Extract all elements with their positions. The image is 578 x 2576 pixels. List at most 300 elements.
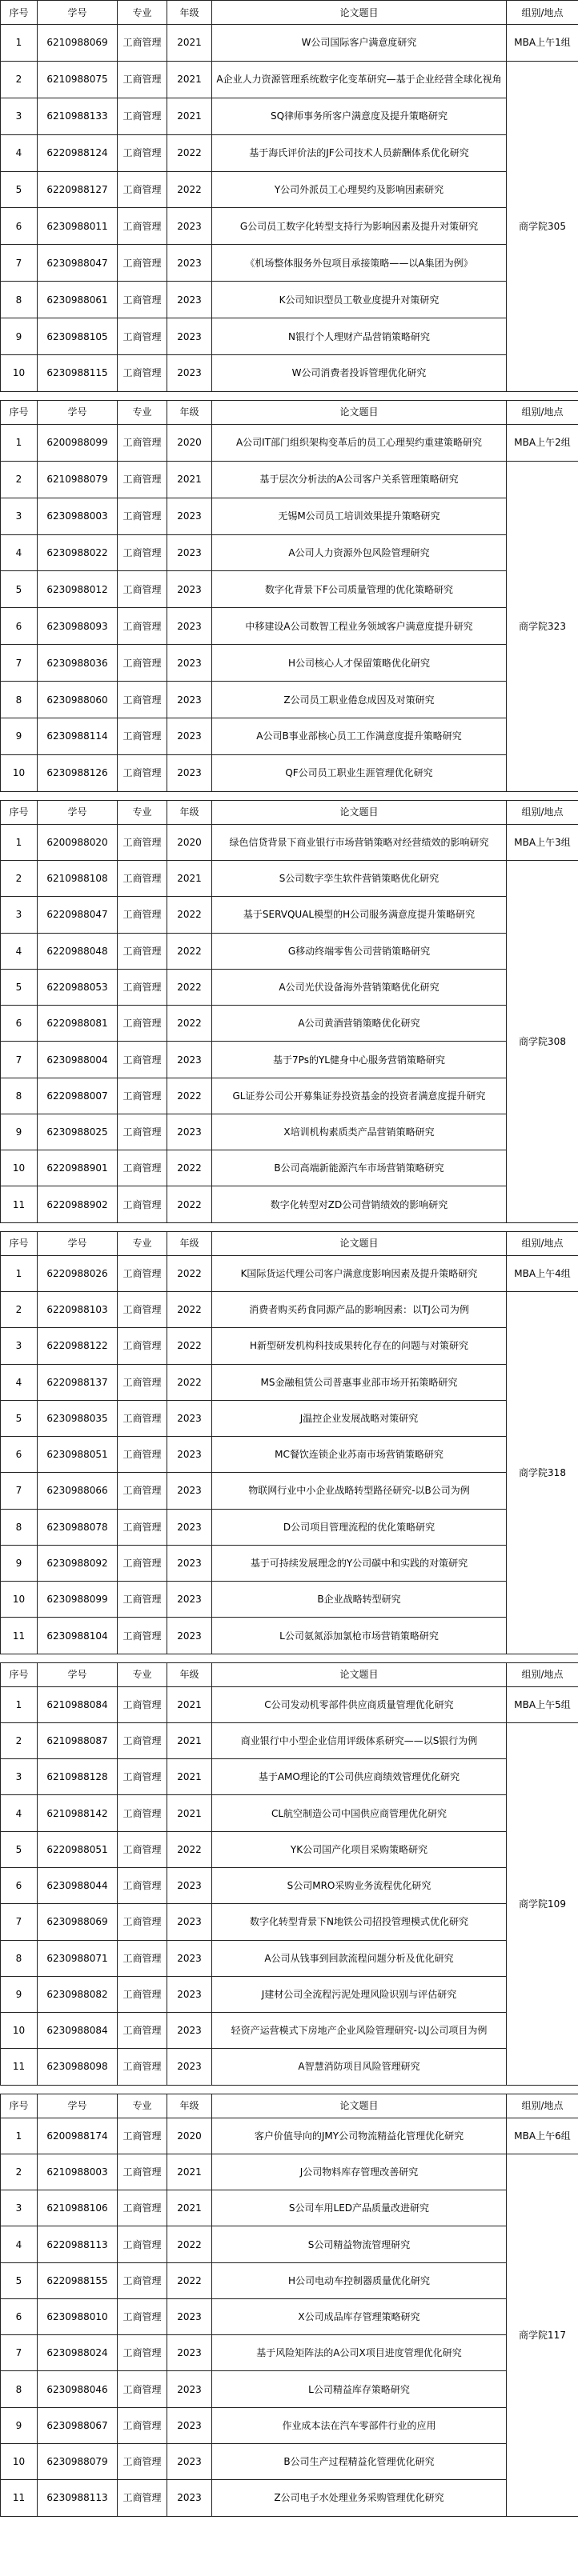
table-row <box>1 2013 578 2049</box>
row-major: 工商管理 <box>118 1114 167 1150</box>
header-thesis-title: 论文题目 <box>212 1231 507 1255</box>
row-thesis-title: A公司从钱事到回款流程问题分析及优化研究 <box>212 1940 507 1976</box>
row-major: 工商管理 <box>118 718 167 755</box>
row-thesis-title: L公司氨氮添加氯枪市场营销策略研究 <box>212 1618 507 1654</box>
row-year: 2022 <box>167 1006 212 1042</box>
row-year: 2023 <box>167 645 212 682</box>
row-seq: 2 <box>1 1292 38 1328</box>
row-major: 工商管理 <box>118 1722 167 1758</box>
row-seq: 4 <box>1 534 38 571</box>
row-major: 工商管理 <box>118 2335 167 2371</box>
table-row <box>1 645 578 682</box>
row-thesis-title: B公司生产过程精益化管理优化研究 <box>212 2443 507 2479</box>
table-row <box>1 861 578 897</box>
table-row <box>1 969 578 1005</box>
row-student-id: 6230988104 <box>38 1618 118 1654</box>
row-major: 工商管理 <box>118 1618 167 1654</box>
row-seq: 3 <box>1 1328 38 1364</box>
row-student-id: 6220988081 <box>38 1006 118 1042</box>
table-header-row <box>1 1231 578 1255</box>
row-student-id: 6230988113 <box>38 2480 118 2516</box>
row-year: 2023 <box>167 682 212 718</box>
row-seq: 7 <box>1 1904 38 1940</box>
row-seq: 5 <box>1 2262 38 2298</box>
table-row <box>1 1078 578 1114</box>
row-seq: 10 <box>1 1582 38 1618</box>
row-seq: 2 <box>1 1722 38 1758</box>
group-location-label: 商学院308 <box>507 861 578 1223</box>
row-major: 工商管理 <box>118 608 167 645</box>
row-student-id: 6220988051 <box>38 1831 118 1867</box>
row-year: 2022 <box>167 1328 212 1364</box>
row-thesis-title: B企业战略转型研究 <box>212 1582 507 1618</box>
row-student-id: 6220988103 <box>38 1292 118 1328</box>
table-row <box>1 2335 578 2371</box>
row-major: 工商管理 <box>118 355 167 392</box>
row-major: 工商管理 <box>118 2262 167 2298</box>
row-year: 2023 <box>167 208 212 245</box>
table-row <box>1 25 578 62</box>
row-major: 工商管理 <box>118 245 167 282</box>
row-student-id: 6210988133 <box>38 98 118 134</box>
table-row <box>1 1509 578 1545</box>
group-location-label: 商学院305 <box>507 61 578 391</box>
row-student-id: 6220988902 <box>38 1186 118 1222</box>
row-seq: 9 <box>1 1976 38 2012</box>
row-seq: 7 <box>1 2335 38 2371</box>
row-major: 工商管理 <box>118 1437 167 1473</box>
row-seq: 11 <box>1 2049 38 2085</box>
row-thesis-title: 《机场整体服务外包项目承接策略——以A集团为例》 <box>212 245 507 282</box>
row-major: 工商管理 <box>118 2226 167 2262</box>
group-primary-label: MBA上午5组 <box>507 1686 578 1722</box>
row-seq: 9 <box>1 318 38 355</box>
group-primary-label: MBA上午3组 <box>507 824 578 860</box>
table-row <box>1 1400 578 1436</box>
row-thesis-title: Y公司外派员工心理契约及影响因素研究 <box>212 171 507 208</box>
row-seq: 3 <box>1 498 38 534</box>
row-student-id: 6220988048 <box>38 933 118 969</box>
row-seq: 2 <box>1 861 38 897</box>
row-seq: 6 <box>1 608 38 645</box>
row-thesis-title: MS金融租赁公司普惠事业部市场开拓策略研究 <box>212 1364 507 1400</box>
row-year: 2022 <box>167 1831 212 1867</box>
table-row <box>1 1042 578 1078</box>
row-year: 2023 <box>167 718 212 755</box>
group-table-4 <box>0 1231 578 1654</box>
header-seq: 序号 <box>1 400 38 424</box>
row-student-id: 6210988087 <box>38 1722 118 1758</box>
row-seq: 9 <box>1 1114 38 1150</box>
row-major: 工商管理 <box>118 1328 167 1364</box>
row-year: 2022 <box>167 1364 212 1400</box>
row-thesis-title: 基于SERVQUAL模型的H公司服务满意度提升策略研究 <box>212 897 507 933</box>
row-thesis-title: 基于7Ps的YL健身中心服务营销策略研究 <box>212 1042 507 1078</box>
row-year: 2023 <box>167 1473 212 1509</box>
row-major: 工商管理 <box>118 1473 167 1509</box>
header-student-id: 学号 <box>38 800 118 824</box>
row-seq: 5 <box>1 571 38 608</box>
row-thesis-title: J温控企业发展战略对策研究 <box>212 1400 507 1436</box>
table-row <box>1 1114 578 1150</box>
row-year: 2020 <box>167 824 212 860</box>
header-student-id: 学号 <box>38 2094 118 2118</box>
table-row <box>1 1618 578 1654</box>
row-year: 2023 <box>167 318 212 355</box>
row-seq: 10 <box>1 2013 38 2049</box>
row-thesis-title: SQ律师事务所客户满意度及提升策略研究 <box>212 98 507 134</box>
table-row <box>1 1255 578 1291</box>
group-primary-label: MBA上午1组 <box>507 25 578 62</box>
row-year: 2022 <box>167 1292 212 1328</box>
row-seq: 3 <box>1 2190 38 2226</box>
row-year: 2021 <box>167 1795 212 1831</box>
row-seq: 7 <box>1 1042 38 1078</box>
row-thesis-title: D公司项目管理流程的优化策略研究 <box>212 1509 507 1545</box>
row-major: 工商管理 <box>118 134 167 171</box>
row-student-id: 6200988174 <box>38 2118 118 2154</box>
row-year: 2023 <box>167 1042 212 1078</box>
table-row <box>1 2371 578 2407</box>
row-year: 2023 <box>167 2298 212 2334</box>
header-major: 专业 <box>118 2094 167 2118</box>
table-row <box>1 1328 578 1364</box>
row-major: 工商管理 <box>118 897 167 933</box>
row-year: 2021 <box>167 1722 212 1758</box>
row-student-id: 6210988106 <box>38 2190 118 2226</box>
header-major: 专业 <box>118 1231 167 1255</box>
row-year: 2021 <box>167 2190 212 2226</box>
row-major: 工商管理 <box>118 2013 167 2049</box>
header-thesis-title: 论文题目 <box>212 2094 507 2118</box>
row-seq: 6 <box>1 2298 38 2334</box>
row-thesis-title: A智慧消防项目风险管理研究 <box>212 2049 507 2085</box>
row-major: 工商管理 <box>118 498 167 534</box>
group-table-3 <box>0 800 578 1223</box>
row-student-id: 6230988079 <box>38 2443 118 2479</box>
row-thesis-title: J公司物料库存管理改善研究 <box>212 2154 507 2190</box>
row-year: 2023 <box>167 2407 212 2443</box>
header-seq: 序号 <box>1 1231 38 1255</box>
table-row <box>1 498 578 534</box>
row-year: 2023 <box>167 2371 212 2407</box>
row-thesis-title: 基于AMO理论的T公司供应商绩效管理优化研究 <box>212 1759 507 1795</box>
row-major: 工商管理 <box>118 1509 167 1545</box>
row-major: 工商管理 <box>118 1186 167 1222</box>
row-year: 2023 <box>167 2013 212 2049</box>
row-thesis-title: YK公司国产化项目采购策略研究 <box>212 1831 507 1867</box>
row-year: 2023 <box>167 1904 212 1940</box>
row-seq: 1 <box>1 1686 38 1722</box>
row-seq: 8 <box>1 682 38 718</box>
table-row <box>1 1006 578 1042</box>
row-thesis-title: K公司知识型员工敬业度提升对策研究 <box>212 282 507 318</box>
row-thesis-title: 基于风险矩阵法的A公司X项目进度管理优化研究 <box>212 2335 507 2371</box>
row-year: 2023 <box>167 1582 212 1618</box>
row-student-id: 6230988061 <box>38 282 118 318</box>
row-seq: 11 <box>1 2480 38 2516</box>
row-student-id: 6220988124 <box>38 134 118 171</box>
group-table-6 <box>0 2094 578 2517</box>
row-seq: 2 <box>1 461 38 498</box>
row-thesis-title: 商业银行中小型企业信用评级体系研究——以S银行为例 <box>212 1722 507 1758</box>
row-seq: 8 <box>1 2371 38 2407</box>
table-header-row <box>1 400 578 424</box>
header-thesis-title: 论文题目 <box>212 800 507 824</box>
row-major: 工商管理 <box>118 1042 167 1078</box>
row-year: 2022 <box>167 2226 212 2262</box>
row-thesis-title: N银行个人理财产品营销策略研究 <box>212 318 507 355</box>
row-seq: 4 <box>1 2226 38 2262</box>
table-header-row <box>1 800 578 824</box>
row-year: 2023 <box>167 1545 212 1581</box>
row-major: 工商管理 <box>118 1759 167 1795</box>
row-thesis-title: A公司人力资源外包风险管理研究 <box>212 534 507 571</box>
header-seq: 序号 <box>1 1662 38 1686</box>
row-student-id: 6220988155 <box>38 2262 118 2298</box>
table-row <box>1 571 578 608</box>
row-year: 2023 <box>167 608 212 645</box>
row-major: 工商管理 <box>118 1976 167 2012</box>
row-seq: 4 <box>1 134 38 171</box>
row-seq: 4 <box>1 1795 38 1831</box>
table-header-row <box>1 2094 578 2118</box>
header-group-location: 组别/地点 <box>507 1231 578 1255</box>
row-year: 2022 <box>167 1078 212 1114</box>
table-header-row <box>1 1 578 25</box>
header-year: 年级 <box>167 400 212 424</box>
row-year: 2023 <box>167 1509 212 1545</box>
row-seq: 10 <box>1 355 38 392</box>
row-thesis-title: 数字化转型对ZD公司营销绩效的影响研究 <box>212 1186 507 1222</box>
group-location-label: 商学院318 <box>507 1292 578 1654</box>
row-thesis-title: S公司数字孪生软件营销策略优化研究 <box>212 861 507 897</box>
row-student-id: 6230988115 <box>38 355 118 392</box>
table-row <box>1 1976 578 2012</box>
row-thesis-title: S公司车用LED产品质量改进研究 <box>212 2190 507 2226</box>
header-thesis-title: 论文题目 <box>212 400 507 424</box>
group-location-label: 商学院109 <box>507 1722 578 2085</box>
row-student-id: 6230988025 <box>38 1114 118 1150</box>
row-thesis-title: GL证券公司公开募集证券投资基金的投资者满意度提升研究 <box>212 1078 507 1114</box>
row-student-id: 6230988084 <box>38 2013 118 2049</box>
row-major: 工商管理 <box>118 1006 167 1042</box>
row-seq: 9 <box>1 1545 38 1581</box>
row-year: 2023 <box>167 1940 212 1976</box>
header-major: 专业 <box>118 800 167 824</box>
row-year: 2023 <box>167 534 212 571</box>
header-group-location: 组别/地点 <box>507 1 578 25</box>
group-table-1 <box>0 0 578 392</box>
row-seq: 1 <box>1 2118 38 2154</box>
row-year: 2021 <box>167 861 212 897</box>
row-year: 2021 <box>167 61 212 98</box>
row-seq: 3 <box>1 98 38 134</box>
row-student-id: 6230988022 <box>38 534 118 571</box>
row-seq: 5 <box>1 171 38 208</box>
row-student-id: 6230988011 <box>38 208 118 245</box>
row-major: 工商管理 <box>118 1795 167 1831</box>
row-seq: 6 <box>1 208 38 245</box>
row-seq: 3 <box>1 897 38 933</box>
row-major: 工商管理 <box>118 1867 167 1903</box>
row-major: 工商管理 <box>118 2443 167 2479</box>
row-major: 工商管理 <box>118 2118 167 2154</box>
table-row <box>1 534 578 571</box>
row-year: 2020 <box>167 424 212 461</box>
row-thesis-title: C公司发动机零部件供应商质量管理优化研究 <box>212 1686 507 1722</box>
table-row <box>1 1686 578 1722</box>
row-year: 2021 <box>167 25 212 62</box>
table-row <box>1 208 578 245</box>
row-major: 工商管理 <box>118 25 167 62</box>
group-table-5 <box>0 1662 578 2086</box>
row-seq: 6 <box>1 1437 38 1473</box>
row-seq: 5 <box>1 969 38 1005</box>
row-student-id: 6230988036 <box>38 645 118 682</box>
header-student-id: 学号 <box>38 1231 118 1255</box>
header-student-id: 学号 <box>38 1 118 25</box>
row-student-id: 6230988069 <box>38 1904 118 1940</box>
table-row <box>1 824 578 860</box>
table-row <box>1 245 578 282</box>
row-year: 2022 <box>167 1186 212 1222</box>
row-thesis-title: A公司IT部门组织架构变革后的员工心理契约重建策略研究 <box>212 424 507 461</box>
row-thesis-title: Z公司员工职业倦怠成因及对策研究 <box>212 682 507 718</box>
header-student-id: 学号 <box>38 1662 118 1686</box>
row-major: 工商管理 <box>118 1364 167 1400</box>
row-seq: 4 <box>1 1364 38 1400</box>
row-thesis-title: 物联网行业中小企业战略转型路径研究-以B公司为例 <box>212 1473 507 1509</box>
row-year: 2023 <box>167 282 212 318</box>
header-year: 年级 <box>167 1 212 25</box>
table-row <box>1 98 578 134</box>
row-seq: 7 <box>1 645 38 682</box>
row-student-id: 6230988035 <box>38 1400 118 1436</box>
row-year: 2021 <box>167 1759 212 1795</box>
row-year: 2023 <box>167 498 212 534</box>
row-major: 工商管理 <box>118 98 167 134</box>
row-thesis-title: 基于层次分析法的A公司客户关系管理策略研究 <box>212 461 507 498</box>
row-major: 工商管理 <box>118 2190 167 2226</box>
row-student-id: 6230988066 <box>38 1473 118 1509</box>
row-student-id: 6230988010 <box>38 2298 118 2334</box>
row-student-id: 6210988084 <box>38 1686 118 1722</box>
row-student-id: 6230988105 <box>38 318 118 355</box>
row-major: 工商管理 <box>118 2154 167 2190</box>
row-year: 2022 <box>167 1255 212 1291</box>
row-major: 工商管理 <box>118 1545 167 1581</box>
table-row <box>1 1904 578 1940</box>
row-thesis-title: K国际货运代理公司客户满意度影响因素及提升策略研究 <box>212 1255 507 1291</box>
row-thesis-title: A公司B事业部核心员工工作满意度提升策略研究 <box>212 718 507 755</box>
row-year: 2023 <box>167 355 212 392</box>
row-seq: 5 <box>1 1831 38 1867</box>
row-major: 工商管理 <box>118 2298 167 2334</box>
group-primary-label: MBA上午6组 <box>507 2118 578 2154</box>
header-group-location: 组别/地点 <box>507 800 578 824</box>
row-student-id: 6230988093 <box>38 608 118 645</box>
row-major: 工商管理 <box>118 282 167 318</box>
row-student-id: 6210988003 <box>38 2154 118 2190</box>
row-seq: 9 <box>1 2407 38 2443</box>
row-seq: 1 <box>1 25 38 62</box>
row-year: 2023 <box>167 1400 212 1436</box>
row-seq: 4 <box>1 933 38 969</box>
table-row <box>1 754 578 791</box>
row-student-id: 6230988047 <box>38 245 118 282</box>
header-seq: 序号 <box>1 800 38 824</box>
row-thesis-title: 客户价值导向的JMY公司物流精益化管理优化研究 <box>212 2118 507 2154</box>
row-year: 2020 <box>167 2118 212 2154</box>
row-year: 2023 <box>167 2480 212 2516</box>
table-row <box>1 2118 578 2154</box>
row-student-id: 6200988020 <box>38 824 118 860</box>
row-seq: 8 <box>1 1940 38 1976</box>
table-row <box>1 318 578 355</box>
table-row <box>1 2480 578 2516</box>
row-seq: 6 <box>1 1006 38 1042</box>
row-thesis-title: QF公司员工职业生涯管理优化研究 <box>212 754 507 791</box>
row-student-id: 6210988142 <box>38 1795 118 1831</box>
row-major: 工商管理 <box>118 571 167 608</box>
table-header-row <box>1 1662 578 1686</box>
row-major: 工商管理 <box>118 1150 167 1186</box>
table-row <box>1 1582 578 1618</box>
row-thesis-title: 数字化背景下F公司质量管理的优化策略研究 <box>212 571 507 608</box>
table-row <box>1 1364 578 1400</box>
row-year: 2021 <box>167 1686 212 1722</box>
row-major: 工商管理 <box>118 824 167 860</box>
row-thesis-title: G公司员工数字化转型支持行为影响因素及提升对策研究 <box>212 208 507 245</box>
table-row <box>1 608 578 645</box>
row-year: 2023 <box>167 754 212 791</box>
row-year: 2022 <box>167 969 212 1005</box>
row-major: 工商管理 <box>118 969 167 1005</box>
row-student-id: 6220988137 <box>38 1364 118 1400</box>
row-major: 工商管理 <box>118 1078 167 1114</box>
row-major: 工商管理 <box>118 682 167 718</box>
row-year: 2023 <box>167 1114 212 1150</box>
row-year: 2022 <box>167 933 212 969</box>
row-student-id: 6210988075 <box>38 61 118 98</box>
table-row <box>1 1186 578 1222</box>
row-major: 工商管理 <box>118 171 167 208</box>
table-row <box>1 2262 578 2298</box>
table-row <box>1 1722 578 1758</box>
table-row <box>1 2154 578 2190</box>
header-seq: 序号 <box>1 1 38 25</box>
row-thesis-title: H新型研发机构科技成果转化存在的问题与对策研究 <box>212 1328 507 1364</box>
table-row <box>1 1292 578 1328</box>
row-thesis-title: H公司核心人才保留策略优化研究 <box>212 645 507 682</box>
row-student-id: 6220988113 <box>38 2226 118 2262</box>
row-thesis-title: S公司精益物流管理研究 <box>212 2226 507 2262</box>
row-year: 2023 <box>167 1437 212 1473</box>
table-row <box>1 933 578 969</box>
row-seq: 10 <box>1 2443 38 2479</box>
row-thesis-title: Z公司电子水处理业务采购管理优化研究 <box>212 2480 507 2516</box>
row-thesis-title: S公司MRO采购业务流程优化研究 <box>212 1867 507 1903</box>
row-thesis-title: 作业成本法在汽车零部件行业的应用 <box>212 2407 507 2443</box>
row-student-id: 6230988092 <box>38 1545 118 1581</box>
row-student-id: 6230988060 <box>38 682 118 718</box>
row-seq: 1 <box>1 424 38 461</box>
row-student-id: 6230988099 <box>38 1582 118 1618</box>
header-student-id: 学号 <box>38 400 118 424</box>
row-student-id: 6230988078 <box>38 1509 118 1545</box>
row-thesis-title: 基于海氏评价法的JF公司技术人员薪酬体系优化研究 <box>212 134 507 171</box>
